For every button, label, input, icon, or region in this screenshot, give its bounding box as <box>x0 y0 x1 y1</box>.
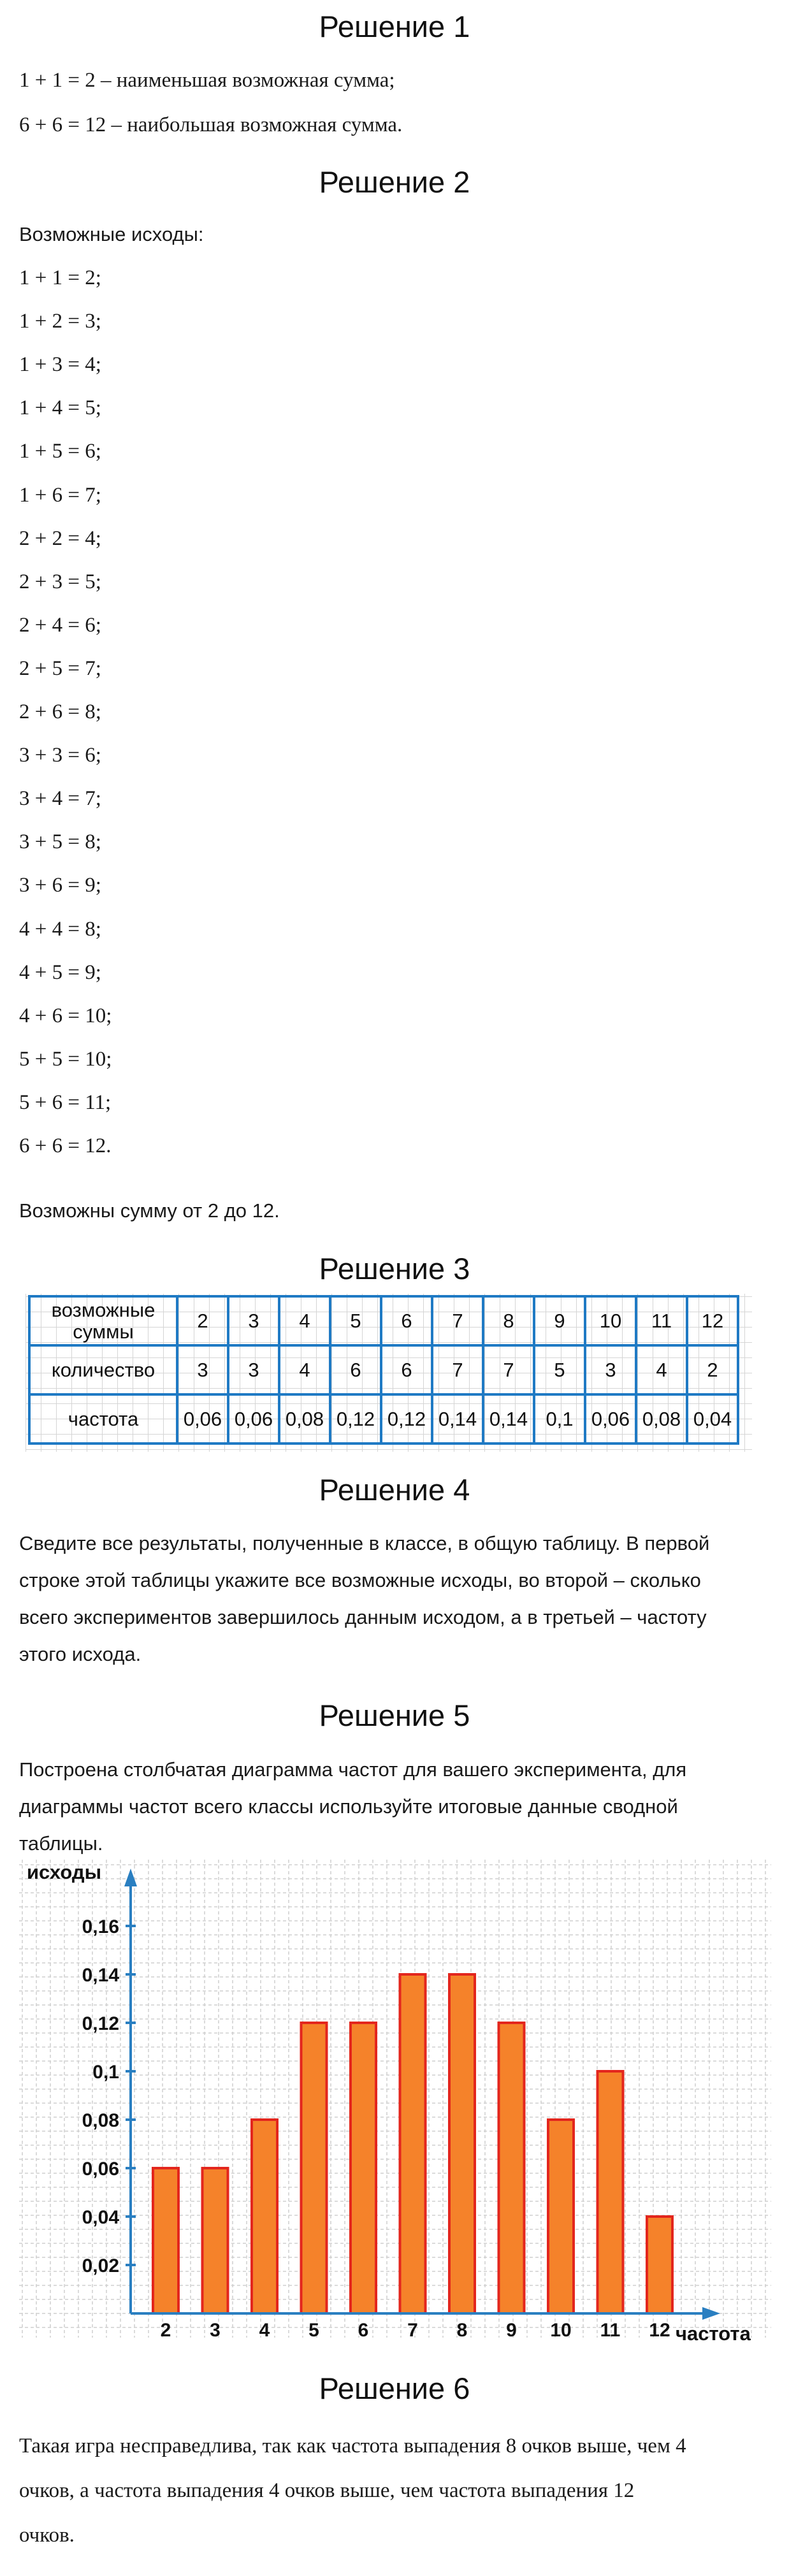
outcome-line: 3 + 3 = 6; <box>19 744 101 767</box>
x-axis-label: частота <box>676 2322 751 2345</box>
freq-cell: 0,06 <box>228 1394 279 1444</box>
sum-cell: 9 <box>534 1296 585 1345</box>
y-tick-label: 0,14 <box>82 1965 119 1986</box>
s4-paragraph <box>19 1525 752 1673</box>
count-cell: 4 <box>636 1345 687 1394</box>
outcome-line: 1 + 3 = 4; <box>19 353 101 376</box>
outcome-line: 2 + 4 = 6; <box>19 614 101 637</box>
bar <box>153 2168 178 2313</box>
count-cell: 3 <box>585 1345 636 1394</box>
outcome-line: 4 + 6 = 10; <box>19 1004 112 1027</box>
row-label-freqs: частота <box>29 1394 177 1444</box>
frequency-table-grid-background <box>25 1294 752 1452</box>
frequency-table <box>28 1295 739 1445</box>
sum-cell: 2 <box>177 1296 228 1345</box>
y-axis-label: исходы <box>27 1861 102 1883</box>
row-label-sums: возможные суммы <box>29 1296 177 1345</box>
s5-line: таблицы. <box>19 1832 103 1855</box>
y-tick-label: 0,1 <box>92 2062 119 2083</box>
s4-line: этого исхода. <box>19 1643 141 1665</box>
sum-cell: 4 <box>279 1296 330 1345</box>
count-cell: 3 <box>177 1345 228 1394</box>
y-tick-label: 0,12 <box>82 2013 119 2034</box>
s6-line: очков. <box>19 2524 75 2547</box>
x-tick-label: 7 <box>407 2320 418 2341</box>
x-axis-arrow <box>702 2307 720 2320</box>
y-tick-label: 0,02 <box>82 2255 119 2276</box>
s6-line: Такая игра несправедлива, так как частота выпадения 8 очков выше, чем 4 <box>19 2435 686 2457</box>
s2-outro: Возможны сумму от 2 до 12. <box>19 1199 280 1222</box>
x-tick-label: 4 <box>259 2320 270 2341</box>
freq-cell: 0,1 <box>534 1394 585 1444</box>
freq-cell: 0,12 <box>330 1394 381 1444</box>
s1-line: 1 + 1 = 2 – наименьшая возможная сумма; <box>19 69 395 92</box>
y-tick-label: 0,04 <box>82 2207 119 2228</box>
outcome-line: 3 + 5 = 8; <box>19 830 101 853</box>
sum-cell: 3 <box>228 1296 279 1345</box>
outcome-line: 4 + 5 = 9; <box>19 961 101 984</box>
s5-paragraph <box>19 1751 752 1862</box>
section-2-title: Решение 2 <box>319 165 470 199</box>
bar <box>548 2120 574 2313</box>
sum-cell: 6 <box>381 1296 432 1345</box>
outcome-line: 2 + 6 = 8; <box>19 700 101 723</box>
s1-line: 6 + 6 = 12 – наибольшая возможная сумма. <box>19 113 403 136</box>
s5-line: Построена столбчатая диаграмма частот для вашего эксперимента, для <box>19 1758 687 1781</box>
freq-cell: 0,06 <box>177 1394 228 1444</box>
bar <box>449 1974 475 2313</box>
section-4-title: Решение 4 <box>319 1473 470 1507</box>
bar <box>301 2023 327 2313</box>
count-cell: 4 <box>279 1345 330 1394</box>
outcome-line: 2 + 2 = 4; <box>19 527 101 550</box>
sum-cell: 12 <box>687 1296 738 1345</box>
outcome-line: 4 + 4 = 8; <box>19 918 101 941</box>
outcome-line: 1 + 4 = 5; <box>19 396 101 419</box>
s5-line: диаграммы частот всего классы используйте итоговые данные сводной <box>19 1795 678 1818</box>
count-cell: 3 <box>228 1345 279 1394</box>
bar <box>647 2217 672 2313</box>
bar <box>351 2023 376 2313</box>
outcome-line: 3 + 4 = 7; <box>19 787 101 810</box>
section-3-title: Решение 3 <box>319 1252 470 1285</box>
sum-cell: 11 <box>636 1296 687 1345</box>
bar <box>252 2120 277 2313</box>
y-tick-label: 0,08 <box>82 2110 119 2131</box>
y-tick-label: 0,06 <box>82 2159 119 2180</box>
outcome-line: 5 + 5 = 10; <box>19 1048 112 1071</box>
s4-line: всего экспериментов завершилось данным исходом, а в третьей – частоту <box>19 1606 707 1628</box>
x-tick-label: 12 <box>649 2320 670 2341</box>
x-tick-label: 2 <box>160 2320 171 2341</box>
outcome-line: 1 + 5 = 6; <box>19 440 101 463</box>
sum-cell: 5 <box>330 1296 381 1345</box>
freq-cell: 0,06 <box>585 1394 636 1444</box>
s6-line: очков, а частота выпадения 4 очков выше, чем частота выпадения 12 <box>19 2479 635 2502</box>
outcome-line: 1 + 6 = 7; <box>19 484 101 507</box>
x-tick-label: 11 <box>600 2320 621 2341</box>
y-axis-arrow <box>124 1869 137 1886</box>
s4-line: строке этой таблицы укажите все возможные исходы, во второй – сколько <box>19 1569 701 1591</box>
section-1-title: Решение 1 <box>319 10 470 43</box>
bar <box>400 1974 426 2313</box>
x-tick-label: 10 <box>550 2320 572 2341</box>
outcome-line: 5 + 6 = 11; <box>19 1091 112 1114</box>
sum-cell: 7 <box>432 1296 483 1345</box>
count-cell: 7 <box>432 1345 483 1394</box>
freq-cell: 0,14 <box>483 1394 534 1444</box>
outcome-line: 2 + 5 = 7; <box>19 657 101 680</box>
bar <box>598 2071 623 2313</box>
count-cell: 6 <box>381 1345 432 1394</box>
frequency-bar-chart <box>19 1860 771 2363</box>
table-row-sums <box>29 1296 738 1345</box>
x-tick-label: 3 <box>210 2320 221 2341</box>
freq-cell: 0,04 <box>687 1394 738 1444</box>
outcome-line: 2 + 3 = 5; <box>19 570 101 593</box>
bar <box>499 2023 525 2313</box>
s2-intro: Возможные исходы: <box>19 223 204 245</box>
count-cell: 2 <box>687 1345 738 1394</box>
x-tick-label: 5 <box>308 2320 319 2341</box>
freq-cell: 0,14 <box>432 1394 483 1444</box>
x-tick-label: 6 <box>358 2320 369 2341</box>
section-6-title: Решение 6 <box>319 2371 470 2405</box>
s4-line: Сведите все результаты, полученные в классе, в общую таблицу. В первой <box>19 1532 710 1554</box>
freq-cell: 0,08 <box>279 1394 330 1444</box>
y-tick-label: 0,16 <box>82 1916 119 1937</box>
row-label-counts: количество <box>29 1345 177 1394</box>
freq-cell: 0,08 <box>636 1394 687 1444</box>
freq-cell: 0,12 <box>381 1394 432 1444</box>
table-row-freqs <box>29 1394 738 1444</box>
outcome-line: 6 + 6 = 12. <box>19 1134 112 1157</box>
outcome-line: 1 + 1 = 2; <box>19 266 101 289</box>
bar <box>203 2168 228 2313</box>
chart-canvas <box>19 1860 771 2363</box>
sum-cell: 10 <box>585 1296 636 1345</box>
count-cell: 5 <box>534 1345 585 1394</box>
count-cell: 6 <box>330 1345 381 1394</box>
x-tick-label: 8 <box>456 2320 468 2341</box>
count-cell: 7 <box>483 1345 534 1394</box>
x-tick-label: 9 <box>506 2320 517 2341</box>
section-5-title: Решение 5 <box>319 1698 470 1732</box>
table-row-counts <box>29 1345 738 1394</box>
outcome-line: 3 + 6 = 9; <box>19 874 101 897</box>
outcome-line: 1 + 2 = 3; <box>19 310 101 333</box>
sum-cell: 8 <box>483 1296 534 1345</box>
